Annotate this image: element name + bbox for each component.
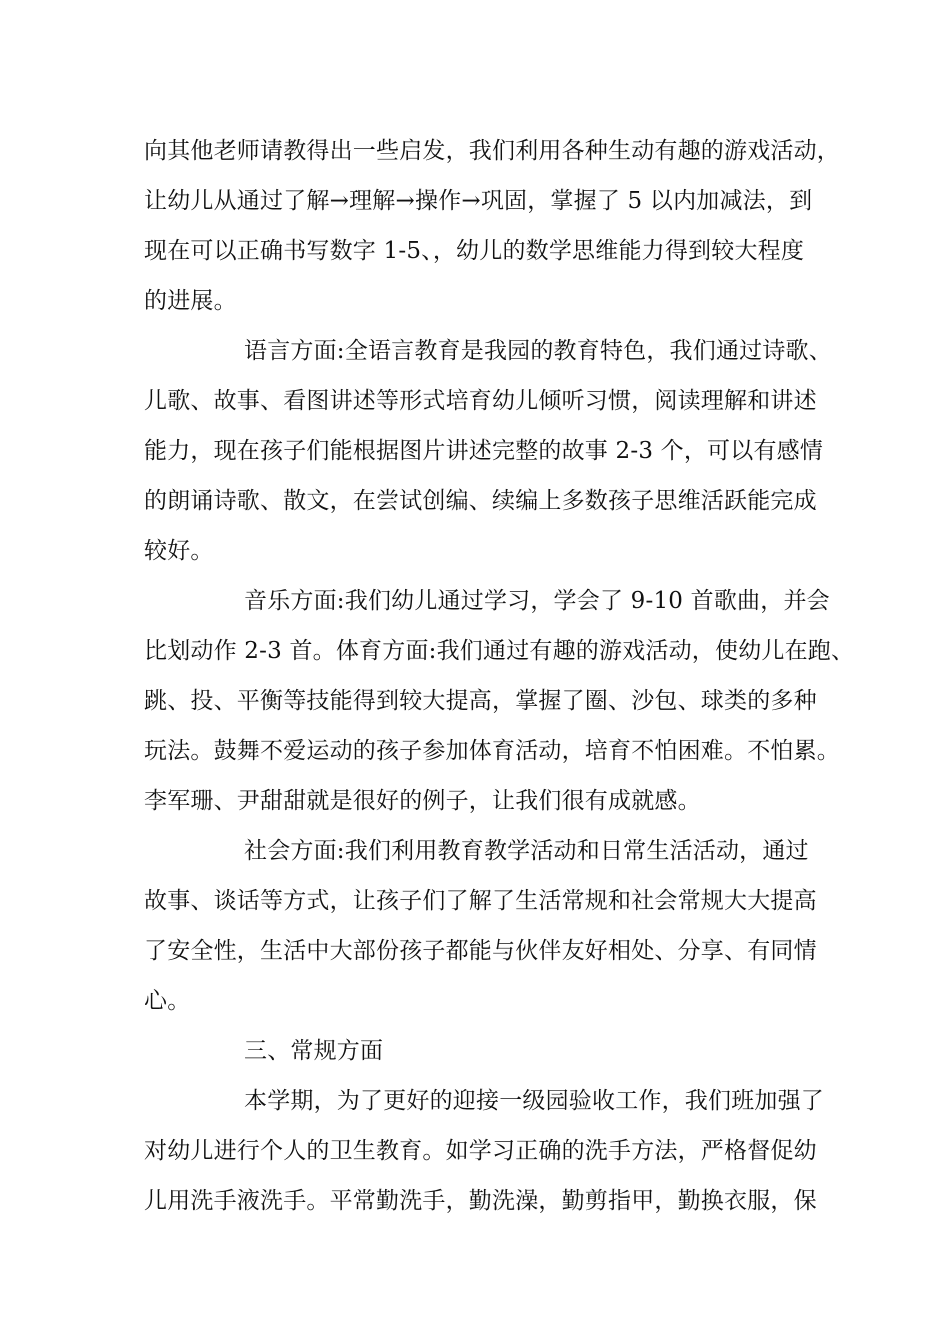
- text-line: 玩法。鼓舞不爱运动的孩子参加体育活动，培育不怕困难。不怕累。: [144, 738, 840, 764]
- text-line: 儿歌、故事、看图讲述等形式培育幼儿倾听习惯，阅读理解和讲述: [144, 388, 817, 414]
- paragraph-start-routine: 本学期，为了更好的迎接一级园验收工作，我们班加强了: [244, 1088, 824, 1114]
- text-line: 李军珊、尹甜甜就是很好的例子，让我们很有成就感。: [144, 788, 701, 814]
- paragraph-start-language: 语言方面:全语言教育是我园的教育特色，我们通过诗歌、: [244, 338, 832, 364]
- text-line: 比划动作 2-3 首。体育方面:我们通过有趣的游戏活动，使幼儿在跑、: [144, 638, 855, 664]
- text-line: 能力，现在孩子们能根据图片讲述完整的故事 2-3 个，可以有感情: [144, 438, 824, 464]
- text-line: 了安全性，生活中大部份孩子都能与伙伴友好相处、分享、有同情: [144, 938, 817, 964]
- text-line: 故事、谈话等方式，让孩子们了解了生活常规和社会常规大大提高: [144, 888, 817, 914]
- text-line: 心。: [144, 988, 191, 1014]
- paragraph-start-social: 社会方面:我们利用教育教学活动和日常生活活动，通过: [244, 838, 809, 864]
- text-line: 对幼儿进行个人的卫生教育。如学习正确的洗手方法，严格督促幼: [144, 1138, 817, 1164]
- paragraph-start-music: 音乐方面:我们幼儿通过学习，学会了 9-10 首歌曲，并会: [244, 588, 830, 614]
- section-heading: 三、常规方面: [244, 1038, 384, 1064]
- text-line: 现在可以正确书写数字 1-5、，幼儿的数学思维能力得到较大程度: [144, 238, 805, 264]
- text-line: 跳、投、平衡等技能得到较大提高，掌握了圈、沙包、球类的多种: [144, 688, 817, 714]
- text-line: 较好。: [144, 538, 214, 564]
- text-line: 向其他老师请教得出一些启发，我们利用各种生动有趣的游戏活动，: [144, 138, 840, 164]
- text-line: 的朗诵诗歌、散文，在尝试创编、续编上多数孩子思维活跃能完成: [144, 488, 817, 514]
- text-line: 的进展。: [144, 288, 237, 314]
- text-line: 儿用洗手液洗手。平常勤洗手，勤洗澡，勤剪指甲，勤换衣服，保: [144, 1188, 817, 1214]
- text-line: 让幼儿从通过了解→理解→操作→巩固，掌握了 5 以内加减法，到: [144, 188, 813, 214]
